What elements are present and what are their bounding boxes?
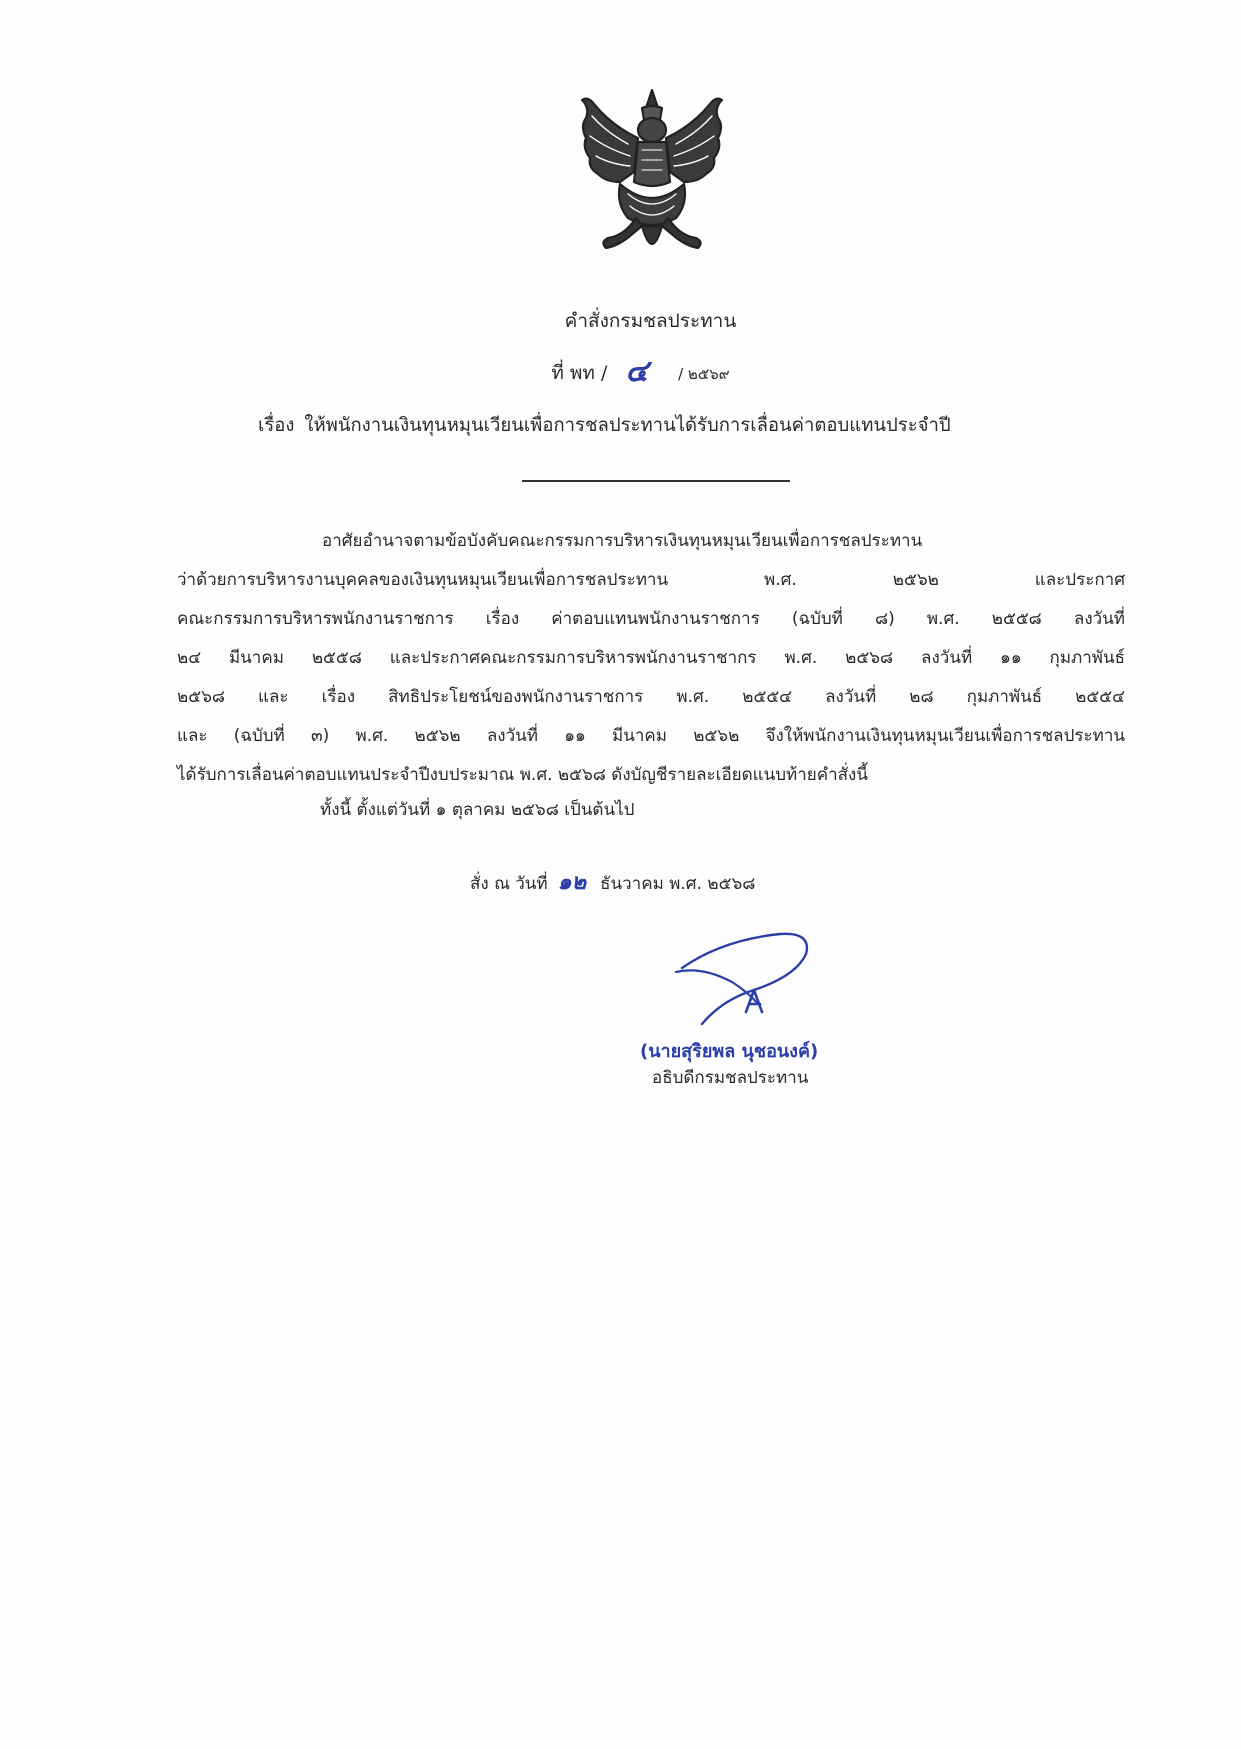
signature-icon — [662, 920, 822, 1030]
body-paragraph — [177, 522, 1125, 795]
subject-text: ให้พนักงานเงินทุนหมุนเวียนเพื่อการชลประทานได้รับการเลื่อนค่าตอบแทนประจำปี — [304, 415, 951, 436]
body-line: คณะกรรมการบริหารพนักงานราชการ เรื่อง ค่าตอบแทนพนักงานราชการ (ฉบับที่ ๘) พ.ศ. ๒๕๕๘ ลงวันที่ — [177, 609, 1125, 629]
body-line: อาศัยอำนาจตามข้อบังคับคณะกรรมการบริหารเงินทุนหมุนเวียนเพื่อการชลประทาน — [322, 531, 923, 551]
signer-name: (นายสุริยพล นุชอนงค์) — [640, 1041, 819, 1062]
order-number-handwritten: ๔ — [625, 354, 649, 389]
order-number-prefix: ที่ พท / — [551, 362, 608, 384]
divider-line — [522, 480, 790, 482]
garuda-emblem-icon — [572, 86, 732, 262]
body-line: ๒๔ มีนาคม ๒๕๕๘ และประกาศคณะกรรมการบริหารพนักงานราชากร พ.ศ. ๒๕๖๘ ลงวันที่ ๑๑ กุมภาพันธ์ — [177, 648, 1125, 668]
order-title: คำสั่งกรมชลประทาน — [564, 310, 737, 332]
issued-date-line — [470, 864, 755, 899]
effective-date-line: ทั้งนี้ ตั้งแต่วันที่ ๑ ตุลาคม ๒๕๖๘ เป็นต้นไป — [320, 800, 635, 820]
body-line: ได้รับการเลื่อนค่าตอบแทนประจำปีงบประมาณ พ.ศ. ๒๕๖๘ ดังบัญชีรายละเอียดแนบท้ายคำสั่งนี้ — [177, 765, 868, 785]
subject-label: เรื่อง — [258, 415, 295, 436]
order-number — [0, 348, 1241, 395]
body-line: และ (ฉบับที่ ๓) พ.ศ. ๒๕๖๒ ลงวันที่ ๑๑ มีนาคม ๒๕๖๒ จึงให้พนักงานเงินทุนหมุนเวียนเพื่อการชลประทาน — [177, 726, 1125, 746]
signer-title: อธิบดีกรมชลประทาน — [652, 1068, 809, 1088]
subject-line — [258, 411, 951, 440]
order-number-year: / ๒๕๖๙ — [678, 365, 730, 383]
issued-prefix: สั่ง ณ วันที่ — [470, 874, 548, 894]
issued-suffix: ธันวาคม พ.ศ. ๒๕๖๘ — [600, 874, 756, 894]
body-line: ๒๕๖๘ และ เรื่อง สิทธิประโยชน์ของพนักงานราชการ พ.ศ. ๒๕๕๔ ลงวันที่ ๒๘ กุมภาพันธ์ ๒๕๕๔ — [177, 687, 1125, 707]
issued-day-handwritten: ๑๒ — [557, 870, 587, 895]
body-line: ว่าด้วยการบริหารงานบุคคลของเงินทุนหมุนเวียนเพื่อการชลประทาน พ.ศ. ๒๕๖๒ และประกาศ — [177, 570, 1125, 590]
